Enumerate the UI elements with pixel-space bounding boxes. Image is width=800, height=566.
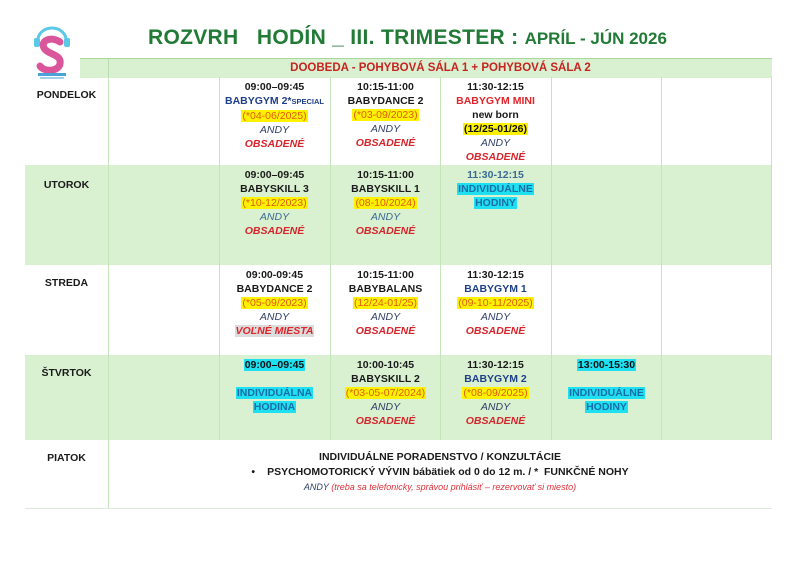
slot-teacher: ANDY: [370, 123, 401, 135]
day-label: PIATOK: [47, 452, 86, 464]
slot-class-suffix: SPECIAL: [291, 97, 325, 106]
slot-label: HODINY: [586, 401, 627, 413]
slot-teacher: ANDY: [480, 137, 511, 149]
slot-time: 10:00-10:45: [356, 359, 415, 371]
friday-line2: PSYCHOMOTORICKÝ VÝVIN bábätiek od 0 do 12 m. / * FUNKČNÉ NOHY: [267, 466, 629, 478]
slot-period: (08-10/2024): [355, 197, 416, 209]
slot-cell: [440, 168, 551, 210]
slot-cell: [440, 358, 551, 428]
slot-period: (*10-12/2023): [242, 197, 307, 209]
slot-time: 10:15-11:00: [357, 269, 414, 281]
slot-teacher: ANDY: [259, 311, 290, 323]
slot-cell: [440, 80, 551, 164]
slot-time: 09:00-09:45: [245, 269, 304, 281]
day-label: UTOROK: [43, 179, 90, 191]
slot-time: 10:15-11:00: [357, 169, 414, 181]
slot-status: OBSADENÉ: [465, 151, 526, 163]
slot-teacher: ANDY: [259, 211, 290, 223]
row-pondelok: [25, 77, 772, 165]
slot-class: BABYSKILL 3: [240, 183, 309, 195]
slot-cell: [330, 80, 441, 150]
slot-subtitle: new born: [472, 109, 519, 121]
table-bottom-border: [25, 508, 772, 509]
slot-status: VOĽNÉ MIESTA: [235, 325, 314, 337]
academy-logo-icon: [30, 24, 74, 80]
slot-cell: [330, 168, 441, 238]
slot-label: INDIVIDUÁLNE: [458, 183, 533, 195]
slot-teacher: ANDY: [370, 311, 401, 323]
slot-status: OBSADENÉ: [244, 225, 305, 237]
slot-status: OBSADENÉ: [465, 415, 526, 427]
slot-cell: [330, 268, 441, 338]
slot-time: 11:30-12:15: [467, 169, 524, 181]
slot-class: BABYDANCE 2: [347, 95, 424, 107]
slot-status: OBSADENÉ: [465, 325, 526, 337]
slot-cell: [551, 358, 662, 414]
title-period: APRÍL - JÚN 2026: [524, 29, 667, 48]
row-stvrtok: [25, 355, 772, 440]
slot-period: (*08-09/2025): [463, 387, 528, 399]
section-band: [80, 58, 772, 78]
slot-time: 09:00–09:45: [244, 359, 305, 371]
day-label: ŠTVRTOK: [41, 367, 92, 379]
slot-teacher: ANDY: [370, 211, 401, 223]
slot-cell: [219, 168, 330, 238]
slot-class: BABYBALANS: [348, 283, 423, 295]
slot-cell: [219, 358, 330, 414]
slot-time: 13:00-15:30: [577, 359, 636, 371]
slot-status: OBSADENÉ: [355, 325, 416, 337]
slot-cell: [219, 268, 330, 338]
slot-class: BABYGYM 2*: [224, 95, 292, 107]
slot-cell: [330, 358, 441, 428]
friday-line1: INDIVIDUÁLNE PORADENSTVO / KONZULTÁCIE: [319, 451, 561, 463]
slot-class: BABYGYM 1: [464, 283, 527, 295]
row-utorok: [25, 165, 772, 265]
friday-info: [108, 450, 772, 495]
page-title: [148, 26, 667, 50]
row-streda: [25, 265, 772, 355]
section-band-label: DOOBEDA - POHYBOVÁ SÁLA 1 + POHYBOVÁ SÁLA 2: [108, 59, 772, 78]
slot-cell: [219, 80, 330, 151]
slot-teacher: ANDY: [480, 401, 511, 413]
day-label: PONDELOK: [36, 89, 97, 101]
slot-period: (12/24-01/25): [353, 297, 418, 309]
bullet-icon: •: [251, 466, 256, 478]
slot-period: (*05-09/2023): [242, 297, 307, 309]
slot-period: (*03-09/2023): [353, 109, 418, 121]
slot-period: (*03-05-07/2024): [345, 387, 426, 399]
friday-note: (treba sa telefonicky, správou prihlásiť – rezervovať si miesto): [328, 482, 577, 492]
slot-label: INDIVIDUÁLNA: [236, 387, 313, 399]
slot-class: BABYGYM 2: [464, 373, 527, 385]
slot-class: BABYGYM MINI: [456, 95, 535, 107]
slot-cell: [440, 268, 551, 338]
slot-teacher: ANDY: [259, 124, 290, 136]
slot-class: BABYSKILL 1: [351, 183, 420, 195]
slot-label: HODINY: [475, 197, 516, 209]
slot-time: 11:30-12:15: [467, 359, 524, 371]
friday-teacher: ANDY: [303, 482, 329, 492]
slot-time: 09:00–09:45: [244, 81, 305, 93]
slot-class: BABYSKILL 2: [351, 373, 420, 385]
row-piatok: [25, 440, 772, 508]
slot-label: INDIVIDUÁLNE: [569, 387, 644, 399]
slot-teacher: ANDY: [480, 311, 511, 323]
slot-label: HODINA: [253, 401, 296, 413]
slot-period: (*04-06/2025): [242, 110, 307, 122]
slot-time: 11:30-12:15: [467, 81, 524, 93]
slot-status: OBSADENÉ: [355, 137, 416, 149]
day-label: STREDA: [44, 277, 89, 289]
slot-teacher: ANDY: [370, 401, 401, 413]
slot-period: (12/25-01/26): [463, 123, 528, 135]
slot-time: 09:00–09:45: [244, 169, 305, 181]
slot-status: OBSADENÉ: [244, 138, 305, 150]
slot-status: OBSADENÉ: [355, 415, 416, 427]
title-main: ROZVRH HODÍN _ III. TRIMESTER :: [148, 26, 525, 49]
slot-period: (09-10-11/2025): [458, 297, 533, 309]
slot-status: OBSADENÉ: [355, 225, 416, 237]
slot-class: BABYDANCE 2: [236, 283, 313, 295]
slot-time: 11:30-12:15: [467, 269, 524, 281]
slot-time: 10:15-11:00: [357, 81, 414, 93]
